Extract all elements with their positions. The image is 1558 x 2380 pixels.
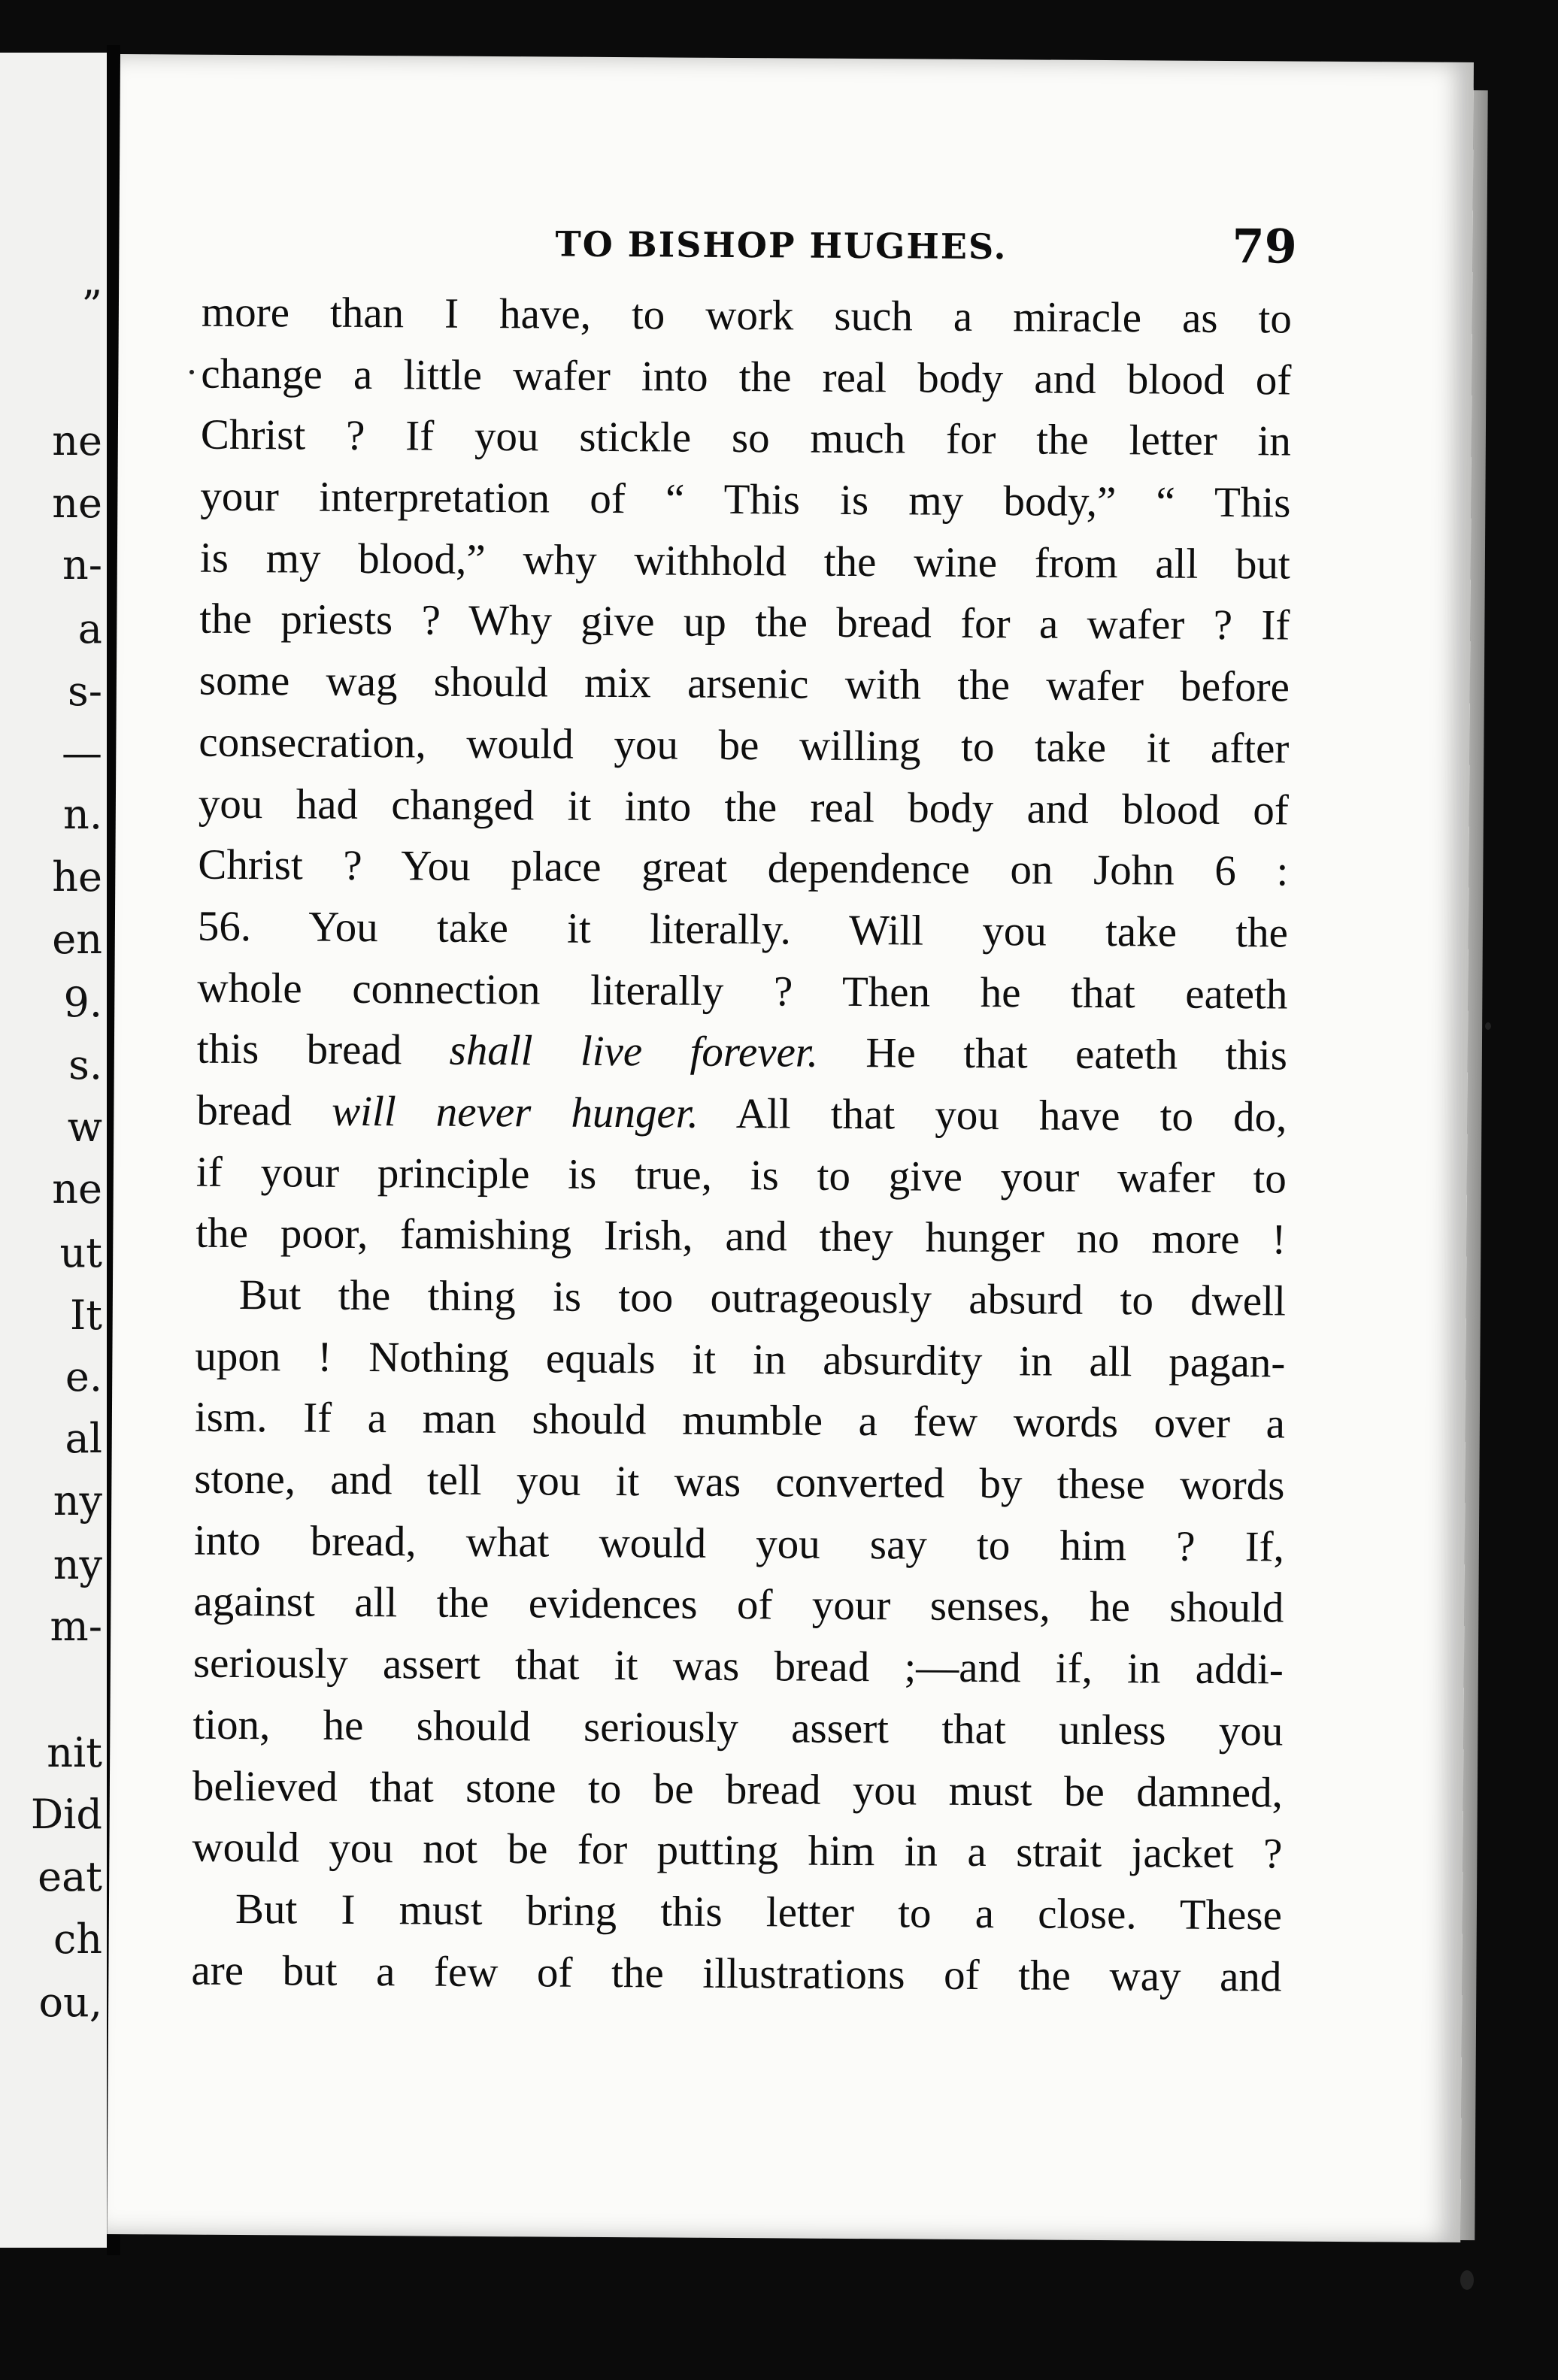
page-header xyxy=(119,212,1472,280)
text-line: more than I have, to work such a miracle as to xyxy=(201,288,1293,343)
facing-line-end: nit xyxy=(47,1729,102,1776)
text-segment: bread xyxy=(196,1086,293,1135)
facing-line-end: ut xyxy=(59,1229,102,1276)
text-line: some wag should mix arsenic with the wafer before xyxy=(199,656,1290,711)
facing-line-end: ne xyxy=(52,417,102,465)
scan-speck xyxy=(1485,1022,1491,1030)
facing-line-end: ch xyxy=(53,1915,102,1963)
text-line: the priests ? Why give up the bread for a wafer ? If xyxy=(199,595,1290,650)
facing-line-end: m- xyxy=(50,1603,102,1650)
paragraph-start-line: But I must bring this letter to a close. These xyxy=(235,1885,1283,1939)
facing-line-end: a xyxy=(77,605,102,653)
text-line: against all the evidences of your senses, he should xyxy=(193,1578,1284,1632)
facing-line-end: ne xyxy=(52,1165,102,1213)
page-number: 79 xyxy=(1232,219,1297,274)
facing-line-end: — xyxy=(62,729,102,777)
text-line: you had changed it into the real body and blood of xyxy=(198,780,1290,834)
facing-line-end: It xyxy=(69,1291,102,1339)
facing-line-end: ny xyxy=(53,1541,102,1588)
text-line: is my blood,” why withhold the wine from all but xyxy=(199,534,1291,589)
facing-line-end: 9. xyxy=(63,979,102,1026)
text-line-mixed xyxy=(197,1019,1287,1087)
facing-line-end: Did xyxy=(30,1791,102,1838)
facing-line-end: e. xyxy=(65,1353,102,1400)
text-line: into bread, what would you say to him ? If, xyxy=(193,1516,1285,1571)
text-segment: this bread xyxy=(196,1025,402,1074)
text-line: would you not be for putting him in a strait jacket ? xyxy=(192,1823,1283,1878)
scan-speck xyxy=(1460,2270,1474,2290)
text-line: consecration, would you be willing to take it after xyxy=(199,718,1290,773)
text-line: 56. You take it literally. Will you take the xyxy=(197,902,1289,957)
text-line: seriously assert that it was bread ;—and if, in addi- xyxy=(192,1639,1284,1694)
text-line: whole connection literally ? Then he that eateth xyxy=(197,964,1288,1019)
facing-line-end: eat xyxy=(38,1853,102,1900)
text-line: stone, and tell you it was converted by these words xyxy=(194,1455,1285,1509)
facing-line-end: al xyxy=(65,1415,102,1462)
paragraph-start-line: But the thing is too outrageously absurd to dwell xyxy=(238,1270,1287,1325)
text-line: if your principle is true, is to give your wafer to xyxy=(196,1148,1287,1203)
text-line: ism. If a man should mumble a few words over a xyxy=(194,1394,1286,1448)
facing-line-end: ne xyxy=(52,480,102,527)
facing-line-end: ” xyxy=(81,282,102,329)
text-line: are but a few of the illustrations of the way and xyxy=(191,1946,1282,2001)
italic-phrase: will never hunger. xyxy=(331,1087,699,1137)
facing-line-end: ou, xyxy=(38,1979,102,2026)
facing-line-end: s. xyxy=(68,1041,102,1089)
facing-line-end: n. xyxy=(63,791,102,838)
book-page xyxy=(107,54,1474,2242)
text-line-mixed xyxy=(196,1080,1287,1149)
text-line: upon ! Nothing equals it in absurdity in all pagan- xyxy=(195,1332,1286,1387)
text-line: the poor, famishing Irish, and they hunger no more ! xyxy=(196,1209,1287,1264)
text-line: believed that stone to be bread you must be damned, xyxy=(192,1762,1284,1816)
facing-line-end: en xyxy=(52,916,102,963)
text-line: tion, he should seriously assert that unless you xyxy=(192,1700,1284,1755)
text-line: change a little wafer into the real body and blood of xyxy=(201,350,1292,404)
facing-line-end: s- xyxy=(68,668,102,715)
scan-speck xyxy=(189,370,194,374)
text-segment: All that you have to do, xyxy=(735,1089,1287,1141)
italic-phrase: shall live forever. xyxy=(449,1026,819,1076)
facing-page-fragment xyxy=(0,53,107,2248)
facing-line-end: he xyxy=(52,853,102,901)
text-segment: He that eateth this xyxy=(865,1029,1288,1079)
text-line: Christ ? You place great dependence on John 6 : xyxy=(198,840,1289,895)
facing-line-end: ny xyxy=(53,1477,102,1525)
running-head: TO BISHOP HUGHES. xyxy=(555,223,1008,268)
facing-line-end: n- xyxy=(62,541,102,589)
facing-line-end: w xyxy=(67,1104,102,1151)
page-body-text xyxy=(191,282,1292,2008)
text-line: Christ ? If you stickle so much for the letter in xyxy=(200,411,1292,465)
text-line: your interpretation of “ This is my body,” “ This xyxy=(200,472,1291,527)
